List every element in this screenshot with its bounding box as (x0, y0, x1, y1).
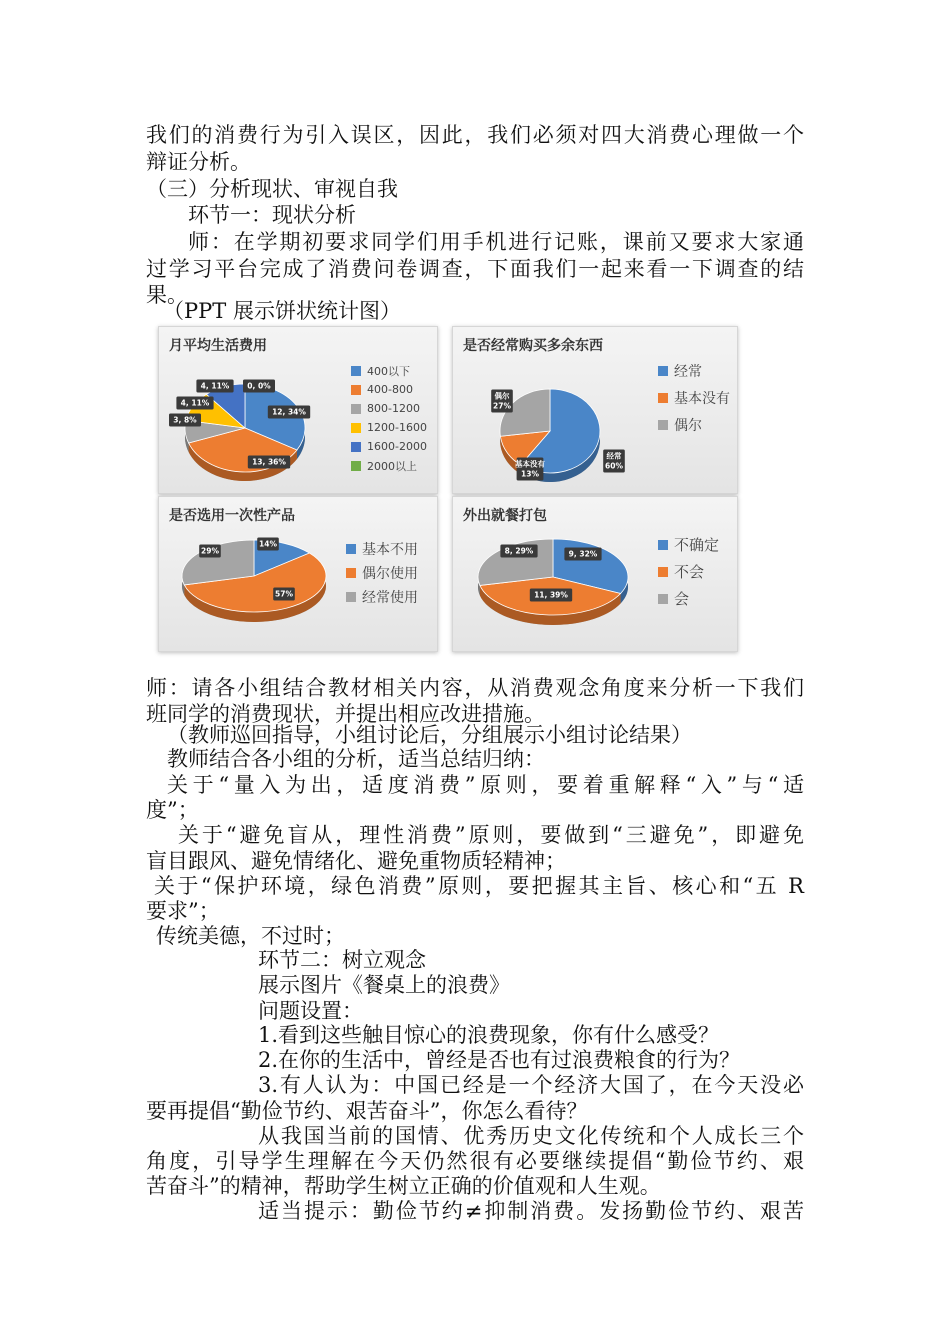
paragraph-line: 要再提倡“勤俭节约、艰苦奋斗”，你怎么看待？ (146, 1099, 588, 1123)
data-label: 57% (275, 589, 293, 599)
paragraph-line: 关于“保护环境，绿色消费”原则，要把握其主旨、核心和“五 R (154, 874, 804, 898)
chart-panel (452, 496, 738, 652)
legend-label: 会 (674, 590, 690, 608)
subsection-heading: 环节一：现状分析 (188, 203, 356, 227)
paragraph-line: 辩证分析。 (146, 150, 251, 174)
legend-item (658, 531, 719, 558)
data-label: 60% (605, 461, 623, 471)
legend-swatch (351, 442, 361, 452)
paragraph-line: 传统美德，不过时； (156, 924, 345, 948)
paragraph-line: 果。 (146, 283, 188, 307)
paragraph-line: 过学习平台完成了消费问卷调查，下面我们一起来看一下调查的结 (146, 257, 804, 281)
legend-label: 不确定 (674, 536, 720, 554)
legend-label: 1200-1600 (367, 421, 427, 434)
legend-item (346, 561, 418, 585)
section-heading: （三）分析现状、审视自我 (146, 177, 398, 201)
data-label: 基本没有 (515, 459, 545, 469)
chart-panel (158, 326, 438, 494)
data-label: 13, 36% (252, 457, 286, 467)
paragraph-line: 师：请各小组结合教材相关内容，从消费观念角度来分析一下我们 (146, 676, 804, 700)
data-label: 27% (493, 401, 511, 411)
paragraph-line: 度”； (146, 798, 199, 822)
legend-swatch (351, 423, 361, 433)
data-label: 9, 32% (568, 549, 598, 559)
legend-label: 400以下 (367, 364, 410, 378)
paragraph-line: 我们的消费行为引入误区，因此，我们必须对四大消费心理做一个 (146, 123, 804, 147)
chart-title: 是否经常购买多余东西 (463, 338, 603, 354)
data-label: 0, 0% (247, 381, 271, 391)
legend-label: 经常使用 (362, 590, 418, 606)
data-label: 8, 29% (504, 546, 534, 556)
legend-swatch (351, 404, 361, 414)
data-label: 4, 11% (200, 381, 230, 391)
paragraph-line: 角度，引导学生理解在今天仍然很有必要继续提倡“勤俭节约、艰 (146, 1149, 804, 1173)
chart-panel (158, 496, 438, 652)
legend-label: 400-800 (367, 383, 413, 396)
paragraph-line: 要求”； (146, 899, 220, 923)
legend-item (658, 585, 719, 612)
legend-swatch (658, 540, 668, 550)
legend-item (658, 384, 730, 411)
chart-title: 月平均生活费用 (169, 338, 267, 354)
legend-label: 基本不用 (362, 542, 418, 558)
data-label: 经常 (606, 451, 622, 461)
data-label: 29% (201, 546, 219, 556)
paragraph-line: 班同学的消费现状，并提出相应改进措施。 (146, 702, 545, 726)
legend-item (351, 361, 427, 380)
data-label: 13% (521, 469, 539, 479)
legend-item (346, 537, 418, 561)
legend-item (351, 456, 427, 475)
legend-item (346, 585, 418, 609)
legend-swatch (346, 592, 356, 602)
paragraph-line: 适当提示：勤俭节约≠抑制消费。发扬勤俭节约、艰苦 (258, 1199, 804, 1223)
question-item: 2.在你的生活中，曾经是否也有过浪费粮食的行为？ (258, 1048, 741, 1072)
chart-legend (351, 361, 427, 475)
data-label: 4, 11% (180, 398, 210, 408)
legend-item (351, 399, 427, 418)
legend-item (351, 437, 427, 456)
paragraph-line: 展示图片《餐桌上的浪费》 (258, 973, 510, 997)
paragraph-line: （教师巡回指导，小组讨论后，分组展示小组讨论结果） (167, 723, 692, 747)
paragraph-line: 关于“量入为出，适度消费”原则，要着重解释“入”与“适 (167, 773, 804, 797)
legend-swatch (658, 366, 668, 376)
legend-swatch (351, 366, 361, 376)
question-item: 3.有人认为：中国已经是一个经济大国了，在今天没必 (258, 1073, 804, 1097)
paragraph-line: （PPT 展示饼状统计图） (163, 299, 401, 323)
legend-label: 偶尔 (674, 417, 702, 434)
legend-swatch (351, 461, 361, 471)
legend-label: 经常 (674, 363, 702, 380)
paragraph-line: 从我国当前的国情、优秀历史文化传统和个人成长三个 (258, 1124, 804, 1148)
data-label: 14% (259, 539, 277, 549)
legend-swatch (346, 568, 356, 578)
legend-item (658, 411, 730, 438)
chart-title: 是否选用一次性产品 (169, 508, 295, 524)
legend-label: 不会 (674, 563, 705, 581)
legend-item (351, 418, 427, 437)
paragraph-line: 问题设置： (258, 999, 363, 1023)
legend-item (351, 380, 427, 399)
legend-swatch (658, 567, 668, 577)
data-label: 偶尔 (494, 391, 510, 401)
paragraph-line: 关于“避免盲从，理性消费”原则，要做到“三避免”，即避免 (178, 823, 804, 847)
paragraph-line: 教师结合各小组的分析，适当总结归纳： (167, 747, 545, 771)
chart-legend (346, 537, 418, 609)
legend-label: 偶尔使用 (362, 566, 418, 582)
paragraph-line: 苦奋斗”的精神，帮助学生树立正确的价值观和人生观。 (146, 1174, 661, 1198)
legend-swatch (658, 393, 668, 403)
legend-label: 基本没有 (674, 390, 730, 407)
legend-swatch (351, 385, 361, 395)
legend-swatch (658, 594, 668, 604)
chart-title: 外出就餐打包 (463, 508, 547, 524)
legend-swatch (658, 420, 668, 430)
chart-legend (658, 357, 730, 438)
legend-item (658, 357, 730, 384)
paragraph-line: 师：在学期初要求同学们用手机进行记账，课前又要求大家通 (188, 230, 804, 254)
legend-swatch (346, 544, 356, 554)
subsection-heading: 环节二：树立观念 (258, 948, 426, 972)
question-item: 1.看到这些触目惊心的浪费现象，你有什么感受？ (258, 1023, 720, 1047)
legend-label: 1600-2000 (367, 440, 427, 453)
paragraph-line: 盲目跟风、避免情绪化、避免重物质轻精神； (146, 849, 566, 873)
legend-item (658, 558, 719, 585)
chart-legend (658, 531, 719, 612)
legend-label: 800-1200 (367, 402, 420, 415)
data-label: 3, 8% (173, 415, 197, 425)
legend-label: 2000以上 (367, 459, 417, 473)
data-label: 12, 34% (272, 407, 306, 417)
chart-panel (452, 326, 738, 494)
data-label: 11, 39% (534, 590, 568, 600)
